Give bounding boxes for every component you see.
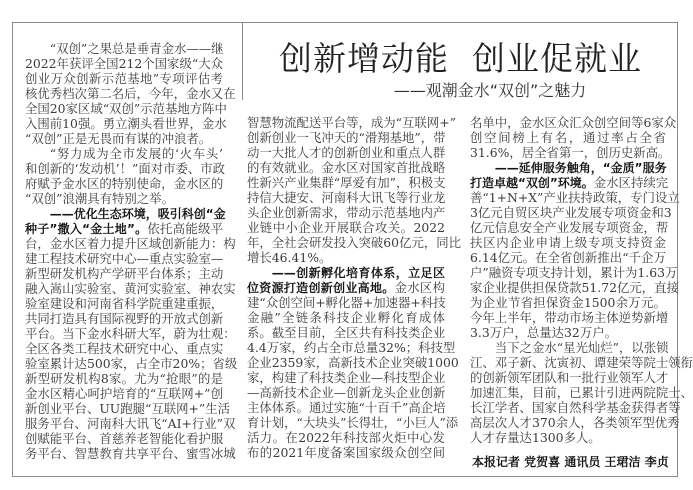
body-text: 新型研发机构产学研平台体系；主动 bbox=[25, 266, 224, 281]
text-line bbox=[25, 206, 226, 221]
body-text: 的有效就业。金水区对国家首批战略 bbox=[247, 160, 446, 175]
text-line bbox=[25, 131, 223, 146]
body-text: 金水区构 bbox=[394, 280, 445, 295]
body-text: 府赋予金水区的特别使命，金水区的 bbox=[25, 176, 224, 191]
text-line bbox=[25, 341, 223, 356]
text-line bbox=[25, 176, 223, 191]
body-text: 服务平台、河南科大讯飞“AI+行业”双 bbox=[25, 416, 236, 431]
body-text: 台，金水区着力提升区域创新能力：构 bbox=[25, 236, 236, 251]
body-text: 31.6%，居全省第一，创历史新高。 bbox=[470, 145, 671, 160]
body-text: 共同打造具有国际视野的开放式创新 bbox=[25, 311, 224, 326]
text-line bbox=[470, 415, 680, 430]
text-line bbox=[470, 175, 669, 190]
text-line bbox=[470, 250, 666, 265]
body-text: 加速汇集，目前，已累计引进两院院士、 bbox=[470, 385, 693, 400]
text-line bbox=[247, 265, 445, 280]
body-text: 活力。在2022年科技部火炬中心发 bbox=[247, 430, 445, 445]
text-line bbox=[25, 191, 223, 206]
text-line bbox=[25, 446, 236, 461]
body-text: 业链中小企业开展联合攻关。2022 bbox=[247, 220, 445, 235]
text-line bbox=[247, 160, 445, 175]
text-line bbox=[247, 205, 445, 220]
body-text: 户”融资专项支持计划，累计为1.63万 bbox=[470, 265, 678, 280]
text-line bbox=[247, 340, 456, 355]
body-text: “双创”正是无畏而有谋的冲浪者。 bbox=[25, 131, 212, 146]
headline-subtitle: ——观潮金水“双创”之魅力 bbox=[393, 81, 587, 100]
text-line bbox=[247, 175, 445, 190]
text-line bbox=[247, 430, 445, 445]
body-text: “双创”浪潮具有特别之举。 bbox=[25, 191, 174, 206]
text-line bbox=[25, 371, 223, 386]
text-line bbox=[470, 355, 693, 370]
body-text: 金水区持续完 bbox=[593, 175, 669, 190]
body-text: 主体体系。通过实施“十百千”高企培 bbox=[247, 400, 446, 415]
text-line bbox=[247, 250, 445, 265]
text-line bbox=[25, 386, 223, 401]
text-line bbox=[470, 310, 669, 325]
section-heading-text: ——创新孵化培育体系，立足区 bbox=[271, 266, 445, 280]
text-line bbox=[25, 326, 236, 341]
text-line bbox=[25, 71, 223, 86]
text-line bbox=[247, 145, 445, 160]
text-line bbox=[25, 311, 223, 326]
text-line bbox=[470, 145, 671, 160]
body-text: 头企业创新需求，带动示范基地内产 bbox=[247, 205, 446, 220]
body-text: 验室累计达500家，占全市20%；省级 bbox=[25, 356, 238, 371]
body-text: 当下之金水“星光灿烂”，以张锁 bbox=[494, 340, 669, 355]
section-heading-text: ——优化生态环境，吸引科创“金 bbox=[49, 207, 226, 221]
text-line bbox=[25, 221, 223, 236]
text-line bbox=[25, 296, 223, 311]
text-line bbox=[470, 325, 666, 340]
article-column-right bbox=[470, 115, 693, 445]
text-line bbox=[470, 115, 677, 130]
text-line bbox=[247, 370, 445, 385]
text-line bbox=[247, 190, 445, 205]
body-text: 4.4万家，约占全市总量32%；科技型 bbox=[247, 340, 456, 355]
text-line bbox=[25, 281, 236, 296]
text-line bbox=[25, 146, 223, 161]
body-text: 核优秀档次第二名后，今年，金水又在 bbox=[25, 86, 236, 101]
text-line bbox=[247, 325, 445, 340]
body-text: 人才存量达1300多人。 bbox=[470, 430, 601, 445]
text-line bbox=[25, 266, 223, 281]
article-column-left bbox=[25, 41, 238, 461]
text-line bbox=[470, 400, 681, 415]
body-text: 增长46.41%。 bbox=[247, 250, 332, 265]
body-text: 为企业节省担保资金1500余万元。 bbox=[470, 295, 666, 310]
body-text: 创业万众创新示范基地”专项评估考 bbox=[25, 71, 223, 86]
body-text: 持信大捷安、河南科大讯飞等行业龙 bbox=[247, 190, 446, 205]
text-line bbox=[470, 280, 679, 295]
body-text: 依托高能级平 bbox=[147, 221, 223, 236]
section-heading-text: 打造卓越“双创”环境。 bbox=[470, 176, 594, 190]
body-text: 育计划，“大块头”长得壮，“小巨人”添 bbox=[247, 415, 459, 430]
text-line bbox=[470, 385, 693, 400]
body-text: 入围前10强。勇立潮头看世界，金水 bbox=[25, 116, 227, 131]
body-text: 新创业平台、UU跑腿“互联网+”生活 bbox=[25, 401, 231, 416]
body-text: 创赋能平台、首慈养老智能化看护服 bbox=[25, 431, 224, 446]
body-text: 和创新的‘发动机’！”面对市委、市政 bbox=[25, 161, 226, 176]
body-text: 家，构建了科技类企业—科技型企业 bbox=[247, 370, 446, 385]
text-line bbox=[247, 280, 445, 295]
body-text: 的创新领军团队和一批行业领军人才 bbox=[470, 370, 669, 385]
body-text: 全国20家区域“双创”示范基地方阵中 bbox=[25, 101, 227, 116]
body-text: 创新创业一飞冲天的“滑翔基地”，带 bbox=[247, 130, 446, 145]
body-text: 年，全社会研发投入突破60亿元，同比 bbox=[247, 235, 462, 250]
text-line bbox=[470, 340, 669, 355]
text-line bbox=[470, 295, 666, 310]
body-text: —高新技术企业—创新龙头企业创新 bbox=[247, 385, 446, 400]
body-text: 智慧物流配送平台等，成为“互联网+” bbox=[247, 115, 456, 130]
text-line bbox=[247, 220, 445, 235]
body-text: 3亿元自贸区块产业发展专项资金和3 bbox=[470, 205, 672, 220]
body-text: 性新兴产业集群“厚爱有加”，积极支 bbox=[247, 175, 446, 190]
body-text: 融入嵩山实验室、黄河实验室、神农实 bbox=[25, 281, 236, 296]
body-text: 金融”全链条科技企业孵化育成体 bbox=[247, 310, 445, 325]
text-line bbox=[247, 445, 445, 460]
section-heading-text: 位资源打造创新创业高地。 bbox=[247, 281, 395, 295]
body-text: 金水区精心呵护培育的“互联网+”创 bbox=[25, 386, 223, 401]
body-text: 高层次人才370余人，各类领军型优秀 bbox=[470, 415, 680, 430]
body-text: 今年上半年，带动市场主体逆势新增 bbox=[470, 310, 669, 325]
text-line bbox=[470, 235, 666, 250]
text-line bbox=[25, 401, 231, 416]
text-line bbox=[247, 130, 445, 145]
text-line bbox=[25, 236, 236, 251]
body-text: 系。截至目前，全区共有科技类企业 bbox=[247, 325, 446, 340]
text-line bbox=[470, 205, 672, 220]
text-line bbox=[25, 356, 238, 371]
text-line bbox=[247, 400, 445, 415]
body-text: 江、邓子新、沈寅初、谭建荣等院士领衔 bbox=[470, 355, 693, 370]
text-line bbox=[470, 190, 680, 205]
text-line bbox=[25, 41, 223, 56]
text-line bbox=[247, 415, 459, 430]
body-text: 建工程技术研究中心—重点实验室— bbox=[25, 251, 224, 266]
text-line bbox=[247, 235, 462, 250]
text-line bbox=[25, 161, 226, 176]
body-text: 扶区内企业申请上级专项支持资金 bbox=[470, 235, 666, 250]
section-heading-text: 种子”撒入“金土地”。 bbox=[25, 222, 148, 236]
body-text: 3.3万户，总量达32万户。 bbox=[470, 325, 617, 340]
body-text: 全区各类工程技术研究中心、重点实 bbox=[25, 341, 224, 356]
body-text: 亿元信息安全产业发展专项资金，帮 bbox=[470, 220, 669, 235]
text-line bbox=[247, 355, 459, 370]
text-line bbox=[25, 416, 236, 431]
text-line bbox=[470, 430, 666, 445]
text-line bbox=[25, 56, 223, 71]
body-text: 6.14亿元。在全省创新推出“千企万 bbox=[470, 250, 666, 265]
text-line bbox=[247, 295, 445, 310]
text-line bbox=[470, 160, 666, 175]
body-text: 名单中，金水区众汇众创空间等6家众 bbox=[470, 115, 677, 130]
text-line bbox=[470, 265, 678, 280]
article-column-middle bbox=[247, 115, 462, 460]
body-text: 务平台、智慧教育共享平台、蜜雪冰城 bbox=[25, 446, 236, 461]
text-line bbox=[247, 115, 456, 130]
text-line bbox=[25, 431, 223, 446]
text-line bbox=[25, 86, 236, 101]
text-line bbox=[470, 130, 666, 145]
body-text: 新型研发机构8家。尤为“抢眼”的是 bbox=[25, 371, 223, 386]
text-line bbox=[25, 101, 227, 116]
body-text: 平台。当下金水科研大军，蔚为壮观： bbox=[25, 326, 236, 341]
text-line bbox=[247, 385, 445, 400]
headline-title: 创新增动能 创业促就业 bbox=[279, 39, 642, 78]
body-text: 企业2359家，高新技术企业突破1000 bbox=[247, 355, 459, 370]
body-text: 建“众创空间+孵化器+加速器+科技 bbox=[247, 295, 446, 310]
section-heading-text: ——延伸服务触角，“金质”服务 bbox=[494, 161, 667, 175]
body-text: 善“1+N+X”产业扶持政策，专门设立 bbox=[470, 190, 680, 205]
body-text: 验室建设和河南省科学院重建重振， bbox=[25, 296, 224, 311]
body-text: 布的2021年度备案国家级众创空间 bbox=[247, 445, 445, 460]
byline: 本报记者 党贺喜 通讯员 王珺洁 李贞 bbox=[472, 455, 669, 469]
text-line bbox=[25, 251, 223, 266]
body-text: 创空间榜上有名，通过率占全省 bbox=[470, 130, 666, 145]
body-text: 2022年获评全国212个国家级“大众 bbox=[25, 56, 223, 71]
body-text: 动一大批人才的创新创业和重点人群 bbox=[247, 145, 446, 160]
body-text: “双创”之果总是垂青金水——继 bbox=[49, 41, 224, 56]
text-line bbox=[25, 116, 227, 131]
text-line bbox=[470, 220, 669, 235]
body-text: 长江学者、国家自然科学基金获得者等 bbox=[470, 400, 681, 415]
body-text: “努力成为全市发展的‘火车头’ bbox=[49, 146, 223, 161]
body-text: 家企业提供担保贷款51.72亿元，直接 bbox=[470, 280, 679, 295]
text-line bbox=[470, 370, 669, 385]
text-line bbox=[247, 310, 445, 325]
